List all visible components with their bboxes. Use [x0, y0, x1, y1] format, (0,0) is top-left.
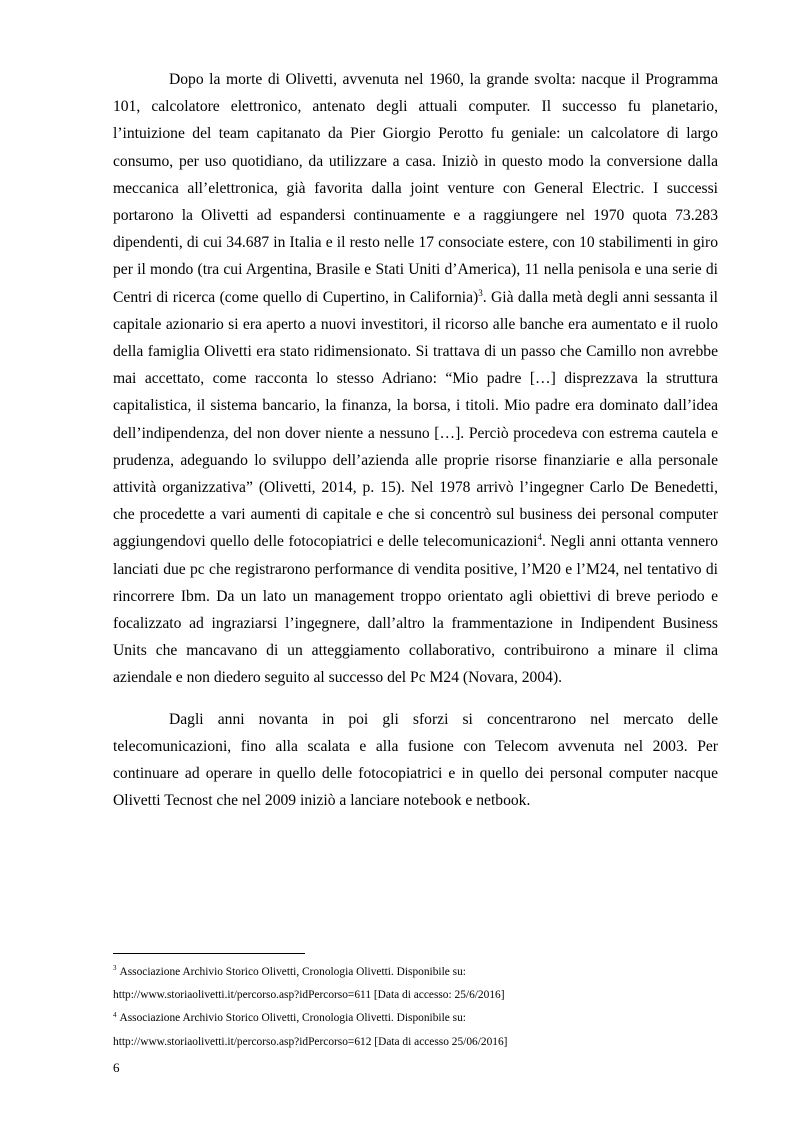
footnote-reference[interactable]: 4: [537, 532, 542, 543]
footnote-reference[interactable]: 3: [478, 287, 483, 298]
page-number: 6: [113, 1060, 120, 1075]
footnote: [113, 961, 733, 984]
footnote-mark: 3: [113, 964, 117, 973]
footnote-link[interactable]: http://www.storiaolivetti.it/percorso.asp?idPercorso=612 [Data di accesso 25/06/2016]: [113, 1035, 508, 1048]
main-text: [113, 66, 718, 814]
footnote-separator: [113, 953, 305, 954]
footnote-link[interactable]: http://www.storiaolivetti.it/percorso.asp?idPercorso=611 [Data di accesso: 25/6/2016]: [113, 989, 505, 1002]
paragraph-text: Dopo la morte di Olivetti, avvenuta nel 1960, la grande svolta: nacque il Programma 101, calcolatore elettronico, antenato degli attuali computer. Il successo fu planetario, l’intuizione del team capitanato da Pier Giorgio Perotto fu geniale: un calcolatore di largo consumo, per uso quotidiano, da utilizzare a casa. Iniziò in questo modo la conversione dalla meccanica all’elettronica, già favorita dalla joint venture con General Electric. I successi portarono la Olivetti ad espandersi continuamente e a raggiungere nel 1970 quota 73.283 dipendenti, di cui 34.687 in Italia e il resto nelle 17 consociate estere, con 10 stabilimenti in giro per il mondo (tra cui Argentina, Brasile e Stati Uniti d’America), 11 nella penisola e una serie di Centri di ricerca (come quello di Cupertino, in California): [113, 71, 718, 306]
paragraph: [113, 66, 718, 692]
footnote-text: Associazione Archivio Storico Olivetti, Cronologia Olivetti. Disponibile su:: [119, 966, 466, 978]
paragraph: Dagli anni novanta in poi gli sforzi si concentrarono nel mercato delle telecomunicazioni, fino alla scalata e alla fusione con Telecom avvenuta nel 2003. Per continuare ad operare in quello delle fotocopiatrici e in quello dei personal computer nacque Olivetti Tecnost che nel 2009 iniziò a lanciare notebook e netbook.: [113, 710, 718, 810]
footnote-mark: 4: [113, 1010, 117, 1019]
paragraph-text: . Già dalla metà degli anni sessanta il capitale azionario si era aperto a nuovi investitori, il ricorso alle banche era aumentato e il ruolo della famiglia Olivetti era stato ridimensionato. Si trattava di un passo che Camillo non avrebbe mai accettato, come racconta lo stesso Adriano: “Mio padre […] disprezzava la struttura capitalistica, il sistema bancario, la finanza, la borsa, i titoli. Mio padre era dominato dall’idea dell’indipendenza, del non dover niente a nessuno […]. Perciò procedeva con estrema cautela e prudenza, adeguando lo sviluppo dell’azienda alle proprie risorse finanziarie e alla personale attività organizzativa” (Olivetti, 2014, p. 15). Nel 1978 arrivò l’ingegner Carlo De Benedetti, che procedette a vari aumenti di capitale e che si concentrò sul business dei personal computer aggiungendovi quello delle fotocopiatrici e delle telecomunicazioni: [113, 288, 718, 551]
footnotes: [113, 961, 733, 1054]
footnote: [113, 1007, 733, 1030]
footnote-text: Associazione Archivio Storico Olivetti, Cronologia Olivetti. Disponibile su:: [119, 1012, 466, 1025]
paragraph-text: . Negli anni ottanta vennero lanciati due pc che registrarono performance di vendita positive, l’M20 e l’M24, nel tentativo di rincorrere Ibm. Da un lato un management troppo orientato agli obiettivi di breve periodo e focalizzato ad ingraziarsi l’ingegnere, dall’altro la frammentazione in Indipendent Business Units che mancavano di un atteggiamento collaborativo, contribuirono a minare il clima aziendale e non diedero seguito al successo del Pc M24 (Novara, 2004).: [113, 533, 718, 687]
